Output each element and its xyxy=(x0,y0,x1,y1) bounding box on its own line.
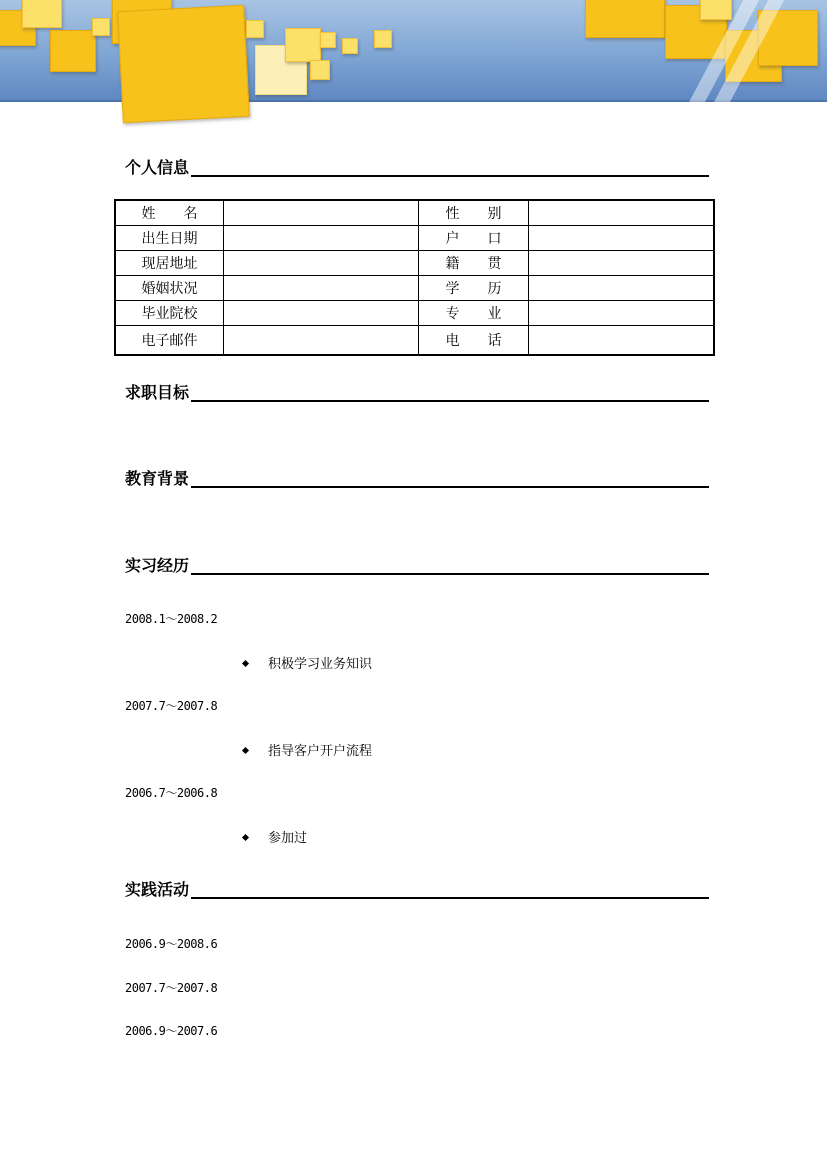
section-title-practice: 实践活动 xyxy=(125,879,709,899)
banner-square xyxy=(92,18,110,36)
table-row xyxy=(115,326,714,356)
table-row xyxy=(115,251,714,276)
info-value[interactable] xyxy=(224,301,419,326)
banner-square xyxy=(342,38,358,54)
info-label: 电 话 xyxy=(419,326,529,356)
section-title-objective: 求职目标 xyxy=(125,382,709,402)
internship-bullet: 参加过 xyxy=(268,831,308,846)
section-title-personal: 个人信息 xyxy=(125,157,709,177)
diamond-bullet-icon xyxy=(242,660,249,667)
list-item xyxy=(242,827,307,846)
banner-square xyxy=(22,0,62,28)
info-value[interactable] xyxy=(529,301,715,326)
banner-square xyxy=(585,0,665,38)
banner-square xyxy=(374,30,392,48)
banner-square xyxy=(700,0,732,20)
info-value[interactable] xyxy=(529,276,715,301)
diamond-bullet-icon xyxy=(242,834,249,841)
info-value[interactable] xyxy=(529,251,715,276)
info-value[interactable] xyxy=(529,226,715,251)
internship-bullet: 指导客户开户流程 xyxy=(268,744,373,759)
info-label: 出生日期 xyxy=(115,226,224,251)
internship-date: 2008.1～2008.2 xyxy=(125,612,218,626)
list-item xyxy=(242,740,372,759)
header-banner xyxy=(0,0,827,135)
table-row xyxy=(115,200,714,226)
banner-square xyxy=(310,60,330,80)
practice-date: 2007.7～2007.8 xyxy=(125,981,218,995)
banner-square xyxy=(50,30,96,72)
info-value[interactable] xyxy=(224,251,419,276)
info-label: 户 口 xyxy=(419,226,529,251)
info-value[interactable] xyxy=(529,326,715,356)
diamond-bullet-icon xyxy=(242,747,249,754)
internship-bullet: 积极学习业务知识 xyxy=(268,657,373,672)
banner-square xyxy=(320,32,336,48)
info-value[interactable] xyxy=(224,326,419,356)
table-row xyxy=(115,276,714,301)
info-value[interactable] xyxy=(529,200,715,226)
info-label: 专 业 xyxy=(419,301,529,326)
info-label: 姓 名 xyxy=(115,200,224,226)
section-title-internship: 实习经历 xyxy=(125,555,709,575)
info-value[interactable] xyxy=(224,226,419,251)
info-label: 毕业院校 xyxy=(115,301,224,326)
practice-date: 2006.9～2008.6 xyxy=(125,937,218,951)
info-label: 婚姻状况 xyxy=(115,276,224,301)
internship-date: 2007.7～2007.8 xyxy=(125,699,218,713)
info-value[interactable] xyxy=(224,200,419,226)
info-label: 学 历 xyxy=(419,276,529,301)
info-label: 籍 贯 xyxy=(419,251,529,276)
internship-date: 2006.7～2006.8 xyxy=(125,786,218,800)
list-item xyxy=(242,653,372,672)
table-row xyxy=(115,301,714,326)
info-value[interactable] xyxy=(224,276,419,301)
info-label: 现居地址 xyxy=(115,251,224,276)
banner-square xyxy=(246,20,264,38)
practice-date: 2006.9～2007.6 xyxy=(125,1024,218,1038)
banner-square xyxy=(117,5,250,123)
table-row xyxy=(115,226,714,251)
banner-square xyxy=(285,28,321,62)
section-title-education: 教育背景 xyxy=(125,468,709,488)
info-label: 电子邮件 xyxy=(115,326,224,356)
info-label: 性 别 xyxy=(419,200,529,226)
personal-info-table xyxy=(114,199,715,356)
